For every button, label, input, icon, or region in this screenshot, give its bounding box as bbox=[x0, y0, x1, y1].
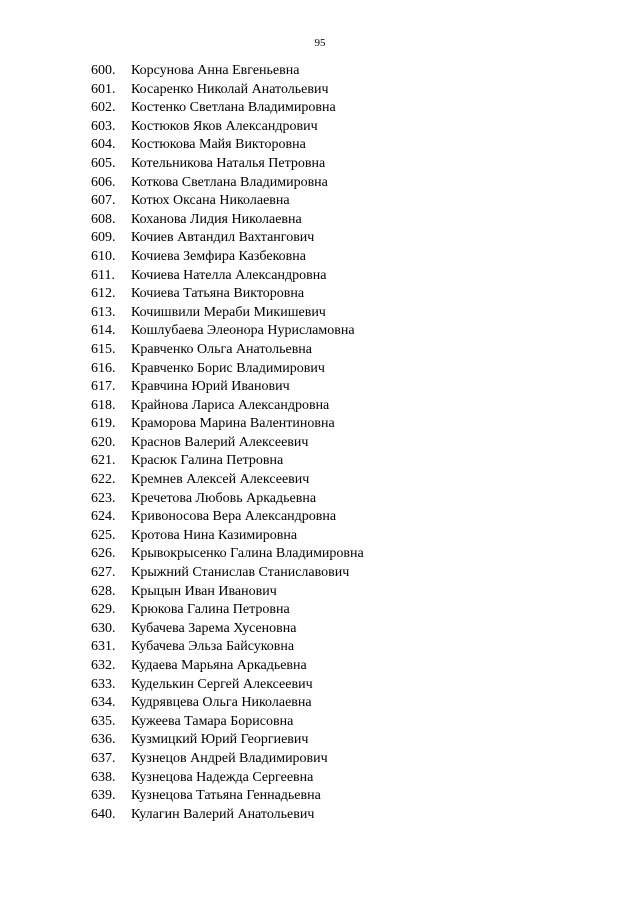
entry-number: 633. bbox=[91, 676, 116, 692]
entry-name: Кузнецова Татьяна Геннадьевна bbox=[131, 788, 321, 804]
entry-name: Крыжний Станислав Станиславович bbox=[131, 565, 350, 581]
list-item bbox=[0, 81, 640, 100]
entry-number: 601. bbox=[91, 81, 116, 97]
entry-name: Краснов Валерий Алексеевич bbox=[131, 434, 309, 450]
entry-number: 626. bbox=[91, 546, 116, 562]
list-item bbox=[0, 545, 640, 564]
entry-number: 602. bbox=[91, 100, 116, 116]
entry-number: 600. bbox=[91, 63, 116, 78]
entry-number: 611. bbox=[91, 267, 115, 283]
entry-name: Крайнова Лариса Александровна bbox=[131, 397, 330, 413]
entry-number: 640. bbox=[91, 806, 116, 822]
entry-number: 607. bbox=[91, 193, 116, 209]
entry-name: Кравченко Ольга Анатольевна bbox=[131, 341, 313, 357]
name-list bbox=[0, 62, 640, 824]
list-item bbox=[0, 564, 640, 583]
list-item bbox=[0, 415, 640, 434]
list-item bbox=[0, 471, 640, 490]
entry-number: 635. bbox=[91, 713, 116, 729]
entry-name: Кривоносова Вера Александровна bbox=[131, 509, 337, 525]
entry-name: Красюк Галина Петровна bbox=[131, 453, 284, 469]
entry-number: 637. bbox=[91, 750, 116, 766]
entry-number: 610. bbox=[91, 248, 116, 264]
list-item bbox=[0, 713, 640, 732]
list-item bbox=[0, 583, 640, 602]
entry-name: Кубачева Эльза Байсуковна bbox=[131, 639, 295, 655]
entry-number: 617. bbox=[91, 379, 116, 395]
entry-number: 629. bbox=[91, 602, 116, 618]
list-item bbox=[0, 620, 640, 639]
entry-number: 606. bbox=[91, 174, 116, 190]
entry-number: 616. bbox=[91, 360, 116, 376]
entry-name: Куделькин Сергей Алексеевич bbox=[131, 676, 313, 692]
entry-name: Костюков Яков Александрович bbox=[131, 118, 318, 134]
entry-number: 621. bbox=[91, 453, 116, 469]
entry-number: 630. bbox=[91, 620, 116, 636]
entry-number: 628. bbox=[91, 583, 116, 599]
entry-number: 625. bbox=[91, 527, 116, 543]
list-item bbox=[0, 694, 640, 713]
entry-name: Кудрявцева Ольга Николаевна bbox=[131, 695, 312, 711]
entry-number: 620. bbox=[91, 434, 116, 450]
entry-number: 636. bbox=[91, 732, 116, 748]
entry-name: Кречетова Любовь Аркадьевна bbox=[131, 490, 317, 506]
list-item bbox=[0, 285, 640, 304]
entry-number: 624. bbox=[91, 509, 116, 525]
entry-name: Крывокрысенко Галина Владимировна bbox=[131, 546, 364, 562]
list-item bbox=[0, 322, 640, 341]
list-item bbox=[0, 452, 640, 471]
entry-name: Кузнецов Андрей Владимирович bbox=[131, 750, 328, 766]
entry-number: 603. bbox=[91, 118, 116, 134]
list-item bbox=[0, 155, 640, 174]
entry-name: Костюкова Майя Викторовна bbox=[131, 137, 306, 153]
list-item bbox=[0, 750, 640, 769]
list-item bbox=[0, 211, 640, 230]
list-item bbox=[0, 192, 640, 211]
entry-number: 608. bbox=[91, 211, 116, 227]
entry-name: Крыцын Иван Иванович bbox=[131, 583, 277, 599]
entry-number: 605. bbox=[91, 155, 116, 171]
page-number: 95 bbox=[314, 37, 326, 49]
entry-number: 619. bbox=[91, 416, 116, 432]
entry-name: Кремнев Алексей Алексеевич bbox=[131, 472, 310, 488]
entry-name: Кужеева Тамара Борисовна bbox=[131, 713, 294, 729]
entry-name: Кочиева Нателла Александровна bbox=[131, 267, 327, 283]
list-item bbox=[0, 397, 640, 416]
list-item bbox=[0, 731, 640, 750]
list-item bbox=[0, 136, 640, 155]
entry-name: Котельникова Наталья Петровна bbox=[131, 155, 326, 171]
list-item bbox=[0, 118, 640, 137]
entry-number: 631. bbox=[91, 639, 116, 655]
list-item bbox=[0, 638, 640, 657]
entry-name: Косаренко Николай Анатольевич bbox=[131, 81, 329, 97]
list-item bbox=[0, 360, 640, 379]
entry-name: Костенко Светлана Владимировна bbox=[131, 100, 336, 116]
list-item bbox=[0, 601, 640, 620]
list-item bbox=[0, 304, 640, 323]
entry-number: 623. bbox=[91, 490, 116, 506]
entry-number: 609. bbox=[91, 230, 116, 246]
entry-number: 615. bbox=[91, 341, 116, 357]
list-item bbox=[0, 508, 640, 527]
entry-number: 639. bbox=[91, 788, 116, 804]
entry-name: Кротова Нина Казимировна bbox=[131, 527, 298, 543]
entry-name: Котюх Оксана Николаевна bbox=[131, 193, 290, 209]
entry-name: Кочиев Автандил Вахтангович bbox=[131, 230, 315, 246]
entry-name: Кузмицкий Юрий Георгиевич bbox=[131, 732, 309, 748]
list-item bbox=[0, 267, 640, 286]
entry-name: Кравчина Юрий Иванович bbox=[131, 379, 290, 395]
list-item bbox=[0, 490, 640, 509]
list-item bbox=[0, 341, 640, 360]
entry-name: Корсунова Анна Евгеньевна bbox=[131, 63, 300, 78]
list-item bbox=[0, 527, 640, 546]
list-item bbox=[0, 657, 640, 676]
entry-name: Кузнецова Надежда Сергеевна bbox=[131, 769, 314, 785]
entry-number: 612. bbox=[91, 286, 116, 302]
entry-name: Кочиева Земфира Казбековна bbox=[131, 248, 306, 264]
list-item bbox=[0, 99, 640, 118]
entry-name: Кубачева Зарема Хусеновна bbox=[131, 620, 297, 636]
entry-name: Кошлубаева Элеонора Нурисламовна bbox=[131, 323, 355, 339]
entry-number: 618. bbox=[91, 397, 116, 413]
entry-number: 622. bbox=[91, 472, 116, 488]
list-item bbox=[0, 787, 640, 806]
entry-name: Краморова Марина Валентиновна bbox=[131, 416, 335, 432]
entry-number: 613. bbox=[91, 304, 116, 320]
list-item bbox=[0, 434, 640, 453]
list-item bbox=[0, 378, 640, 397]
entry-name: Кулагин Валерий Анатольевич bbox=[131, 806, 315, 822]
entry-number: 627. bbox=[91, 565, 116, 581]
entry-name: Коткова Светлана Владимировна bbox=[131, 174, 328, 190]
entry-number: 632. bbox=[91, 658, 116, 673]
entry-name: Крюкова Галина Петровна bbox=[131, 602, 290, 618]
list-item bbox=[0, 676, 640, 695]
entry-number: 604. bbox=[91, 137, 116, 153]
list-item bbox=[0, 248, 640, 267]
entry-number: 614. bbox=[91, 323, 116, 339]
entry-number: 634. bbox=[91, 695, 116, 711]
entry-name: Кравченко Борис Владимирович bbox=[131, 360, 325, 376]
list-item bbox=[0, 62, 640, 81]
list-item bbox=[0, 229, 640, 248]
entry-name: Кудаева Марьяна Аркадьевна bbox=[131, 658, 307, 673]
entry-name: Кочиева Татьяна Викторовна bbox=[131, 286, 305, 302]
list-item bbox=[0, 769, 640, 788]
list-item bbox=[0, 806, 640, 825]
entry-name: Коханова Лидия Николаевна bbox=[131, 211, 302, 227]
entry-name: Кочишвили Мераби Микишевич bbox=[131, 304, 326, 320]
list-item bbox=[0, 174, 640, 193]
entry-number: 638. bbox=[91, 769, 116, 785]
